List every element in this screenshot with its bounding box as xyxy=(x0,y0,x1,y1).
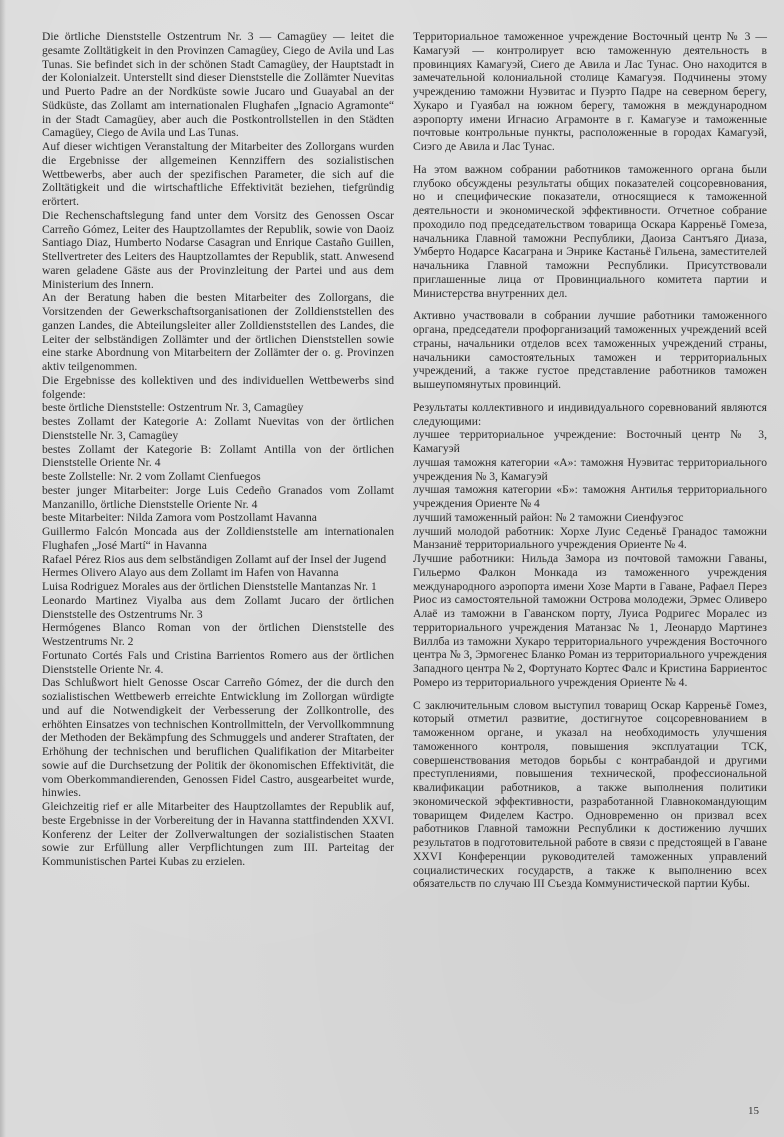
russian-result-item: лучшая таможня категории «Б»: таможня Антилья территориального учреждения Ориенте № 4 xyxy=(413,483,767,510)
russian-result-item: лучший таможенный район: № 2 таможни Сиенфуэгос xyxy=(413,510,684,524)
german-paragraph-meeting: Auf dieser wichtigen Veranstaltung der Mitarbeiter des Zollorgans wurden die Ergebnisse der allgemeinen Kennziffern des sozialistischen Wettbewerbs, aber auch der spezifischen Parameter, die sich auf die Zolltätigkeit und die wirtschaftliche Effektivität beziehen, tiefgründig erörtert. xyxy=(42,140,394,208)
russian-paragraph-meeting: На этом важном собрании работников таможенного органа были глубоко обсуждены результаты общих показателей соцсоревнования, но и специфические показатели, относящиеся к таможенной деятельности и экономической эффективности. Отчетное собрание проходило под председательством товарища Оскара Карреньё Гомеза, начальника Главной таможни Республики, Даоиза Сантъяго Диаза, Умберто Нодарсе Касаграна и Энрике Кастаньё Гильена, заместителей начальника Главной таможни Республики. Присутствовали приглашенные лица от Провинциального комитета партии и Министерства внутренних дел. xyxy=(413,162,767,300)
russian-result-item: лучшая таможня категории «А»: таможня Нуэвитас территориального учреждения № 3, Камагуэй xyxy=(413,455,767,483)
german-result-item: beste Zollstelle: Nr. 2 vom Zollamt Cienfuegos xyxy=(42,470,261,483)
german-result-item: bestes Zollamt der Kategorie A: Zollamt Nuevitas von der örtlichen Dienststelle Nr. 3, Camagüey xyxy=(42,415,394,442)
german-paragraph-results-heading: Die Ergebnisse des kollektiven und des individuellen Wettbewerbs sind folgende: xyxy=(42,373,394,401)
russian-paragraph-intro: Территориальное таможенное учреждение Восточный центр № 3 — Камагуэй — контролирует всю таможенную деятельность в провинциях Камагуэй, Сиего де Авила и Лас Тунас. Оно находится в замечательной колониальной столице Камагуэя. Подчинены этому учреждению таможни Нуэвитас и Пуэрто Падре на северном берегу, Хукаро и Гуаябал на южном берегу, таможня в международном аэропорту имени Игнасио Аграмонте в г. Камагуэе и таможенные почтовые контрольные пункты, расположенные в городах Камагуэй, Сиэго де Авила и Лас Тунас. xyxy=(413,30,767,153)
russian-paragraph-closing: С заключительным словом выступил товарищ Оскар Карреньё Гомез, который отметил развитие, достигнутое соцсоревнованием в таможенном органе, и указал на необходимость улучшения таможенного контроля, повышения эксплуатации ТСК, совершенствования методов борьбы с контрабандой и другими преступлениями, повышения технической, профессиональной квалификации работников, а также выполнения политики экономической эффективности, разработанной Главнокомандующим товарищем Фиделем Кастро. Одновременно он призвал всех работников Главной таможни Республики к достижению лучших результатов в подготовительной работе в связи с предстоящей в Гаване XXVI Конференции руководителей таможенных управлений социалистических государств, а также к выполнению всех обязательств по случаю III Съезда Коммунистической партии Кубы. xyxy=(413,698,767,891)
russian-result-item: лучшее территориальное учреждение: Восточный центр № 3, Камагуэй xyxy=(413,428,767,455)
german-column xyxy=(42,30,394,869)
page-number: 15 xyxy=(748,1105,759,1117)
german-result-item: Luisa Rodriguez Morales aus der örtlichen Dienststelle Mantanzas Nr. 1 xyxy=(42,580,377,593)
german-paragraph-appeal: Gleichzeitig rief er alle Mitarbeiter des Hauptzollamtes der Republik auf, beste Ergebnisse in der Vorbereitung der in Havanna stattfindenden XXVI. Konferenz der Leiter der Zollverwaltungen der sozialistischen Staaten sowie zur Erfüllung aller Verpflichtungen zum III. Parteitag der Kommunistischen Partei Kubas zu erzielen. xyxy=(42,800,394,868)
german-paragraph-chair: Die Rechenschaftslegung fand unter dem Vorsitz des Genossen Oscar Carreño Gómez, Leiter des Hauptzollamtes der Republik, sowie von Daoiz Santiago Diaz, Humberto Nodarse Casagran und Enrique Castaño Guillen, Stellvertreter des Leiters des Hauptzollamtes der Republik, statt. Anwesend waren geladene Gäste aus der Provinzleitung der Partei und aus dem Ministerium des Innern. xyxy=(42,208,394,291)
russian-result-item: лучший молодой работник: Хорхе Луис Седеньё Гранадос таможни Манзаниё территориального учреждения Ориенте № 4. xyxy=(413,524,767,552)
german-result-item: beste örtliche Dienststelle: Ostzentrum Nr. 3, Camagüey xyxy=(42,401,304,415)
german-paragraph-intro: Die örtliche Dienststelle Ostzentrum Nr. 3 — Camagüey — leitet die gesamte Zolltätigkeit in den Provinzen Camagüey, Ciego de Avila und Las Tunas. Sie befindet sich in der schönen Stadt Camagüey, der Hauptstadt in der Kolonialzeit. Unterstellt sind dieser Dienststelle die Zollämter Nuevitas und Puerto Padre an der Nordküste sowie Jucaro und Guayabal an der Südküste, das Zollamt am internationalen Flughafen „Ignacio Agramonte“ in der Stadt Camagüey, aber auch die Postkontrollstellen in den Städten Camagüey, Ciego de Avila und Las Tunas. xyxy=(42,30,394,140)
page-edge-shadow xyxy=(0,0,6,1137)
german-result-item: Hermógenes Blanco Roman von der örtlichen Dienststelle des Westzentrums Nr. 2 xyxy=(42,621,394,648)
german-result-item: bestes Zollamt der Kategorie B: Zollamt Antilla von der örtlichen Dienststelle Oriente Nr. 4 xyxy=(42,442,394,470)
german-result-item: bester junger Mitarbeiter: Jorge Luis Cedeño Granados vom Zollamt Manzanillo, örtliche Dienststelle Oriente Nr. 4 xyxy=(42,483,394,511)
german-result-item: Fortunato Cortés Fals und Cristina Barrientos Romero aus der örtlichen Dienststelle Oriente Nr. 4. xyxy=(42,648,394,676)
german-paragraph-closing: Das Schlußwort hielt Genosse Oscar Carreño Gómez, der die durch den sozialistischen Wettbewerb erreichte Entwicklung im Zollorgan würdigte und auf die Notwendigkeit der Verbesserung der Zollkontrolle, des erhöhten Einsatzes von technischen Kontrollmitteln, der Vervollkommnung der Methoden der Bekämpfung des Schmuggels und anderer Straftaten, der Erhöhung der technischen und beruflichen Qualifikation der Mitarbeiter sowie auf die Durchsetzung der Politik der ökonomischen Effektivität, die vom Oberkommandierenden, Genossen Fidel Castro, ausgearbeitet wurde, hinwies. xyxy=(42,676,394,800)
russian-paragraph-results-heading: Результаты коллективного и индивидуального соревнований являются следующими: xyxy=(413,400,767,428)
german-result-item: Hermes Olivero Alayo aus dem Zollamt im Hafen von Havanna xyxy=(42,566,339,580)
german-paragraph-participants: An der Beratung haben die besten Mitarbeiter des Zollorgans, die Vorsitzenden der Gewerkschaftsorganisationen der Zolldienststellen des ganzen Landes, die Abteilungsleiter aller Zolldienststellen des Landes, die Leiter der selbständigen Zollämter und der örtlichen Dienststellen sowie eine starke Abordnung von Mitarbeitern der Zollämter der o. g. Provinzen aktiv teilgenommen. xyxy=(42,291,394,373)
russian-column xyxy=(413,30,767,900)
german-result-item: Rafael Pérez Rios aus dem selbständigen Zollamt auf der Insel der Jugend xyxy=(42,552,387,566)
russian-result-best-workers: Лучшие работники: Нильда Замора из почтовой таможни Гаваны, Гильермо Фалкон Монкада из таможенного учреждения международного аэропорта имени Хозе Марти в Гаване, Рафаел Перез Риос из самостоятельной таможни Острова молодежи, Эрмес Оливеро Алаё из таможни в Гаванском порту, Луиса Родригес Моралес из территориального учреждения Матанзас № 1, Леонардо Мартинез Виллба из таможни Хукаро территориального учреждения Восточного центра № 3, Эрмогенес Бланко Роман из территориального учреждения Западного центра № 2, Фортунато Кортес Фалс и Кристина Барриентос Ромеро из территориального учреждения Ориенте № 4. xyxy=(413,552,767,689)
german-result-item: Leonardo Martinez Viyalba aus dem Zollamt Jucaro der örtlichen Dienststelle des Ostzentrums Nr. 3 xyxy=(42,593,394,621)
german-result-item: beste Mitarbeiter: Nilda Zamora vom Postzollamt Havanna xyxy=(42,511,317,525)
russian-paragraph-participants: Активно участвовали в собрании лучшие работники таможенного органа, председатели профорганизаций таможенных учреждений всей страны, начальники отделов всех таможенных учреждений страны, начальники самостоятельных таможен и территориальных учреждений, а также густое представление работников таможен вышеупомянутых провинций. xyxy=(413,309,767,391)
german-result-item: Guillermo Falcón Moncada aus der Zolldienststelle am internationalen Flughafen „José Martí“ in Havanna xyxy=(42,525,394,552)
